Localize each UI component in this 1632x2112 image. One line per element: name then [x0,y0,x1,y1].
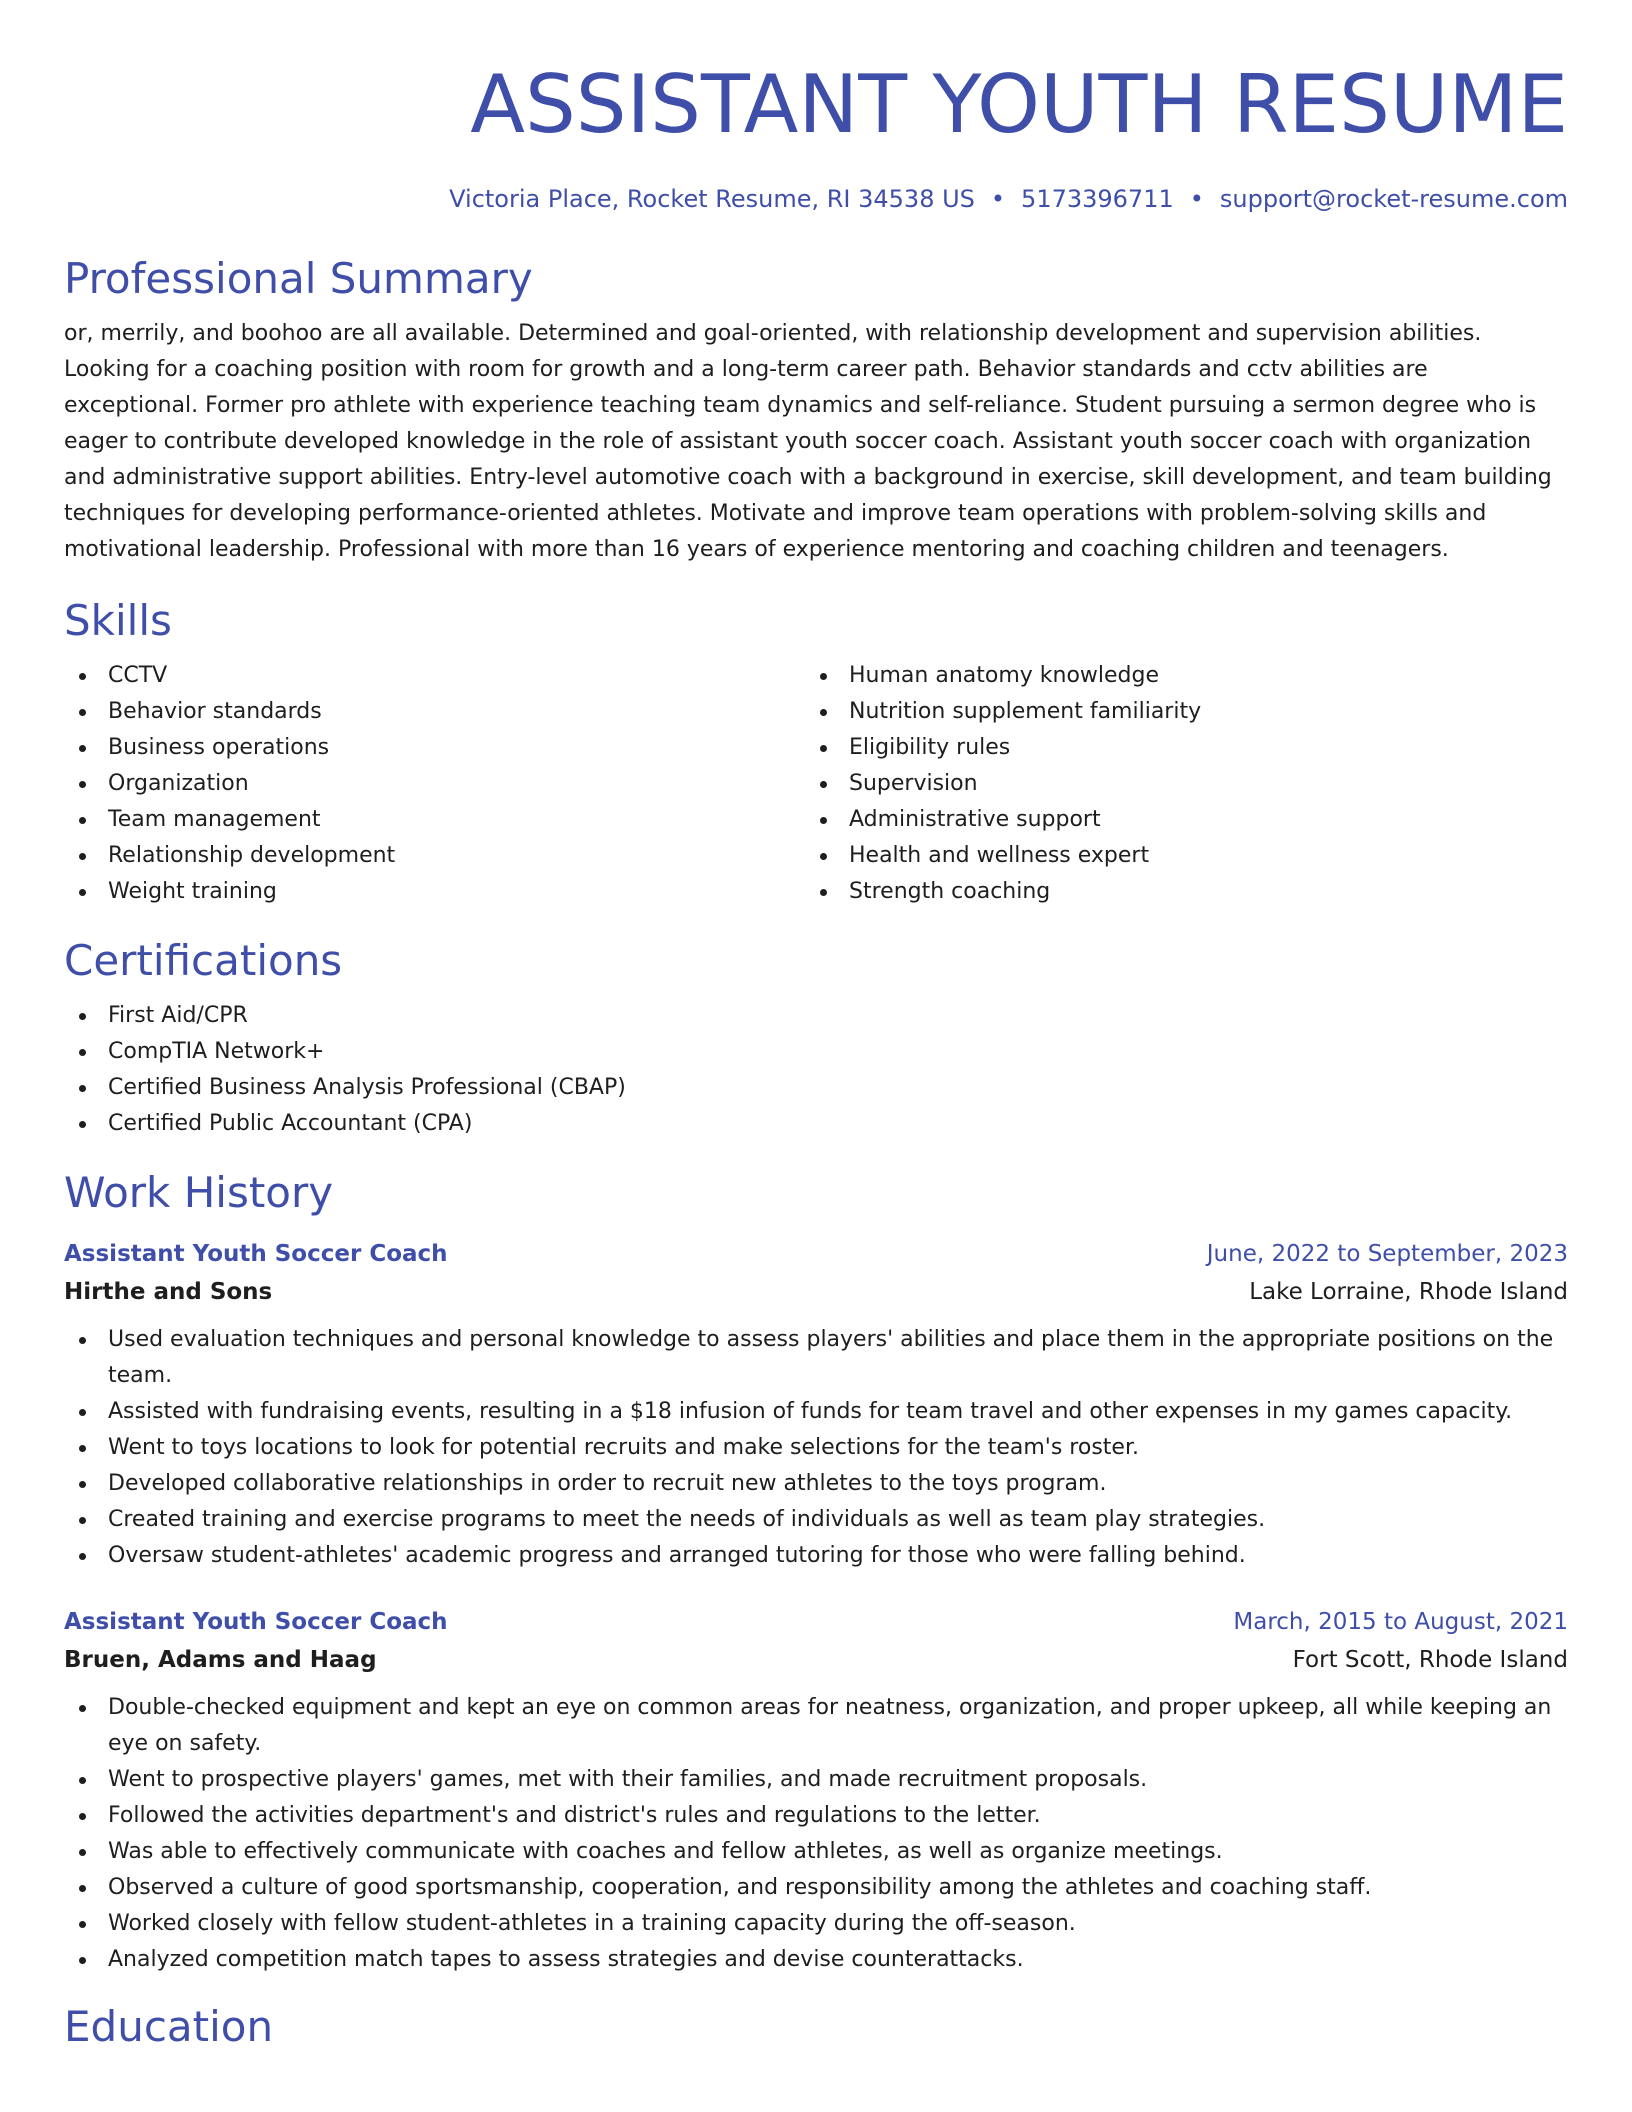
job-duty: Went to prospective players' games, met with their families, and made recruitment proposals. [64,1762,1568,1798]
skill-item: Strength coaching [805,874,1546,910]
job-duty: Worked closely with fellow student-athletes in a training capacity during the off-season. [64,1906,1568,1942]
certification-item: First Aid/CPR [64,998,1568,1034]
contact-line [64,184,1568,214]
job-header-row [64,1236,1568,1272]
job-duty: Oversaw student-athletes' academic progress and arranged tutoring for those who were falling behind. [64,1538,1568,1574]
job-location: Lake Lorraine, Rhode Island [1249,1279,1568,1305]
contact-email[interactable]: support@rocket-resume.com [1219,185,1568,213]
skill-item: Team management [64,802,805,838]
summary-heading: Professional Summary [64,254,533,303]
job-duty: Analyzed competition match tapes to assess strategies and devise counterattacks. [64,1942,1568,1978]
job-duty: Was able to effectively communicate with coaches and fellow athletes, as well as organize meetings. [64,1834,1568,1870]
skill-item: Weight training [64,874,805,910]
job-duty: Went to toys locations to look for potential recruits and make selections for the team's roster. [64,1430,1568,1466]
certifications-list [64,998,1568,1142]
job-dates: June, 2022 to September, 2023 [1206,1241,1568,1267]
job-header-row [64,1604,1568,1640]
job-duty: Double-checked equipment and kept an eye on common areas for neatness, organization, and proper upkeep, all while keeping an eye on safety. [64,1690,1568,1762]
skills-grid [64,658,1568,910]
job-duty: Followed the activities department's and district's rules and regulations to the letter. [64,1798,1568,1834]
job-dates: March, 2015 to August, 2021 [1233,1609,1568,1635]
job-entry [64,1604,1568,1978]
certifications-heading: Certifications [64,936,343,985]
job-entry [64,1236,1568,1574]
job-company-row [64,1272,1568,1312]
skill-item: Business operations [64,730,805,766]
job-duty: Used evaluation techniques and personal knowledge to assess players' abilities and place them in the appropriate positions on the team. [64,1322,1568,1394]
job-position: Assistant Youth Soccer Coach [64,1609,448,1635]
certification-item: Certified Public Accountant (CPA) [64,1106,1568,1142]
contact-address: Victoria Place, Rocket Resume, RI 34538 US [449,185,975,213]
education-heading: Education [64,2002,274,2051]
skills-heading: Skills [64,596,172,645]
skill-item: Administrative support [805,802,1546,838]
resume-title: ASSISTANT YOUTH RESUME [470,58,1568,151]
job-company: Bruen, Adams and Haag [64,1647,377,1673]
job-duties-list [64,1322,1568,1574]
job-duty: Assisted with fundraising events, resulting in a $18 infusion of funds for team travel and other expenses in my games capacity. [64,1394,1568,1430]
job-company-row [64,1640,1568,1680]
job-duties-list [64,1690,1568,1978]
job-duty: Created training and exercise programs to meet the needs of individuals as well as team play strategies. [64,1502,1568,1538]
skill-item: Human anatomy knowledge [805,658,1546,694]
job-duty: Developed collaborative relationships in order to recruit new athletes to the toys program. [64,1466,1568,1502]
skills-list-left [64,658,805,910]
certification-item: CompTIA Network+ [64,1034,1568,1070]
skill-item: CCTV [64,658,805,694]
skill-item: Organization [64,766,805,802]
summary-text: or, merrily, and boohoo are all available. Determined and goal-oriented, with relationship development and supervision abilities. Looking for a coaching position with room for growth and a long-term career path. Behavior standards and cctv abilities are exceptional. Former pro athlete with experience teaching team dynamics and self-reliance. Student pursuing a sermon degree who is eager to contribute developed knowledge in the role of assistant youth soccer coach. Assistant youth soccer coach with organization and administrative support abilities. Entry-level automotive coach with a background in exercise, skill development, and team building techniques for developing performance-oriented athletes. Motivate and improve team operations with problem-solving skills and motivational leadership. Professional with more than 16 years of experience mentoring and coaching children and teenagers. [64,321,1552,562]
job-position: Assistant Youth Soccer Coach [64,1241,448,1267]
job-duty: Observed a culture of good sportsmanship, cooperation, and responsibility among the athletes and coaching staff. [64,1870,1568,1906]
work-history-heading: Work History [64,1168,334,1217]
job-location: Fort Scott, Rhode Island [1292,1647,1568,1673]
skill-item: Nutrition supplement familiarity [805,694,1546,730]
skills-list-right [805,658,1546,910]
skill-item: Relationship development [64,838,805,874]
skill-item: Health and wellness expert [805,838,1546,874]
contact-separator: • [990,185,1006,213]
contact-separator: • [1189,185,1204,213]
skill-item: Supervision [805,766,1546,802]
contact-phone: 5173396711 [1021,185,1174,213]
skill-item: Behavior standards [64,694,805,730]
job-company: Hirthe and Sons [64,1279,273,1305]
skill-item: Eligibility rules [805,730,1546,766]
certification-item: Certified Business Analysis Professional (CBAP) [64,1070,1568,1106]
